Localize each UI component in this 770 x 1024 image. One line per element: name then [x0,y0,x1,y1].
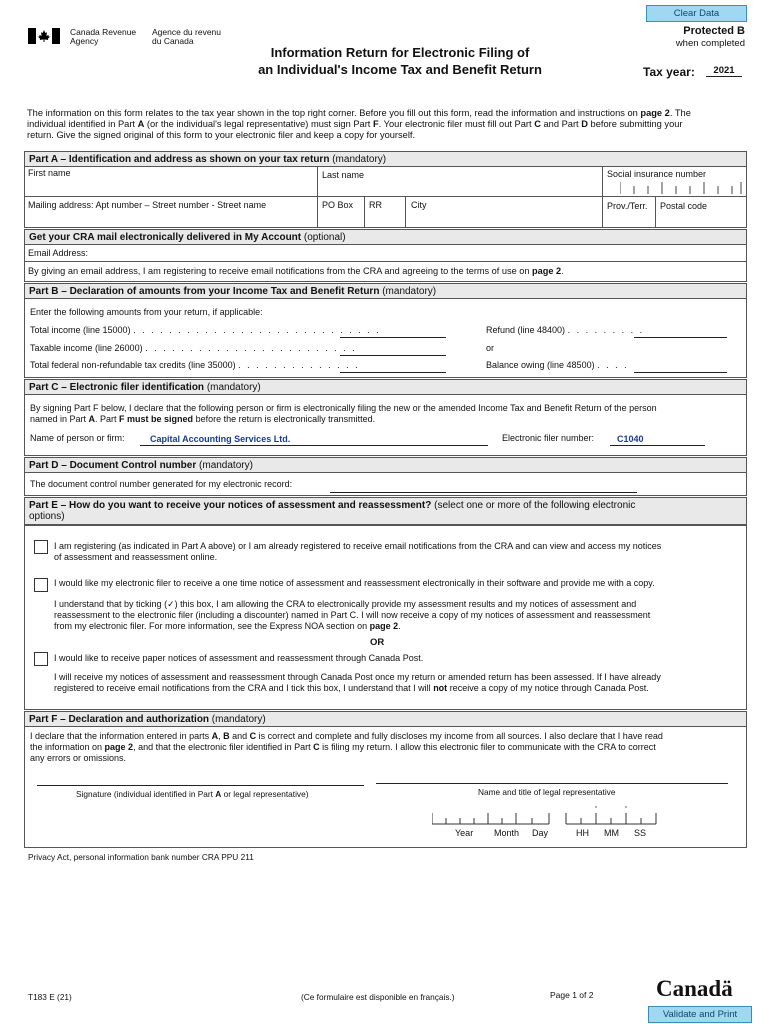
hh-label: HH [576,828,589,838]
or-label: or [486,343,495,353]
form-title-line2: an Individual's Income Tax and Benefit Return [258,62,542,77]
agency-name-en-line2: Agency [70,36,99,46]
control-number-label: The document control number generated for my electronic record: [30,479,293,489]
tax-year-value[interactable]: 2021 [706,65,742,77]
balance-owing-input[interactable] [634,372,727,373]
year-label: Year [455,828,474,838]
day-label: Day [532,828,549,838]
part-a-heading: Part A – Identification and address as shown on your tax return (mandatory) [24,151,747,167]
ss-label: SS [634,828,647,838]
canada-flag-icon [28,28,60,44]
part-c-heading: Part C – Electronic filer identification (mandatory) [24,379,747,395]
refund-label: Refund (line 48400) . . . . . . . . . [486,325,645,335]
cra-mail-heading: Get your CRA mail electronically delivered in My Account (optional) [24,229,747,245]
filer-name-value: Capital Accounting Services Ltd. [150,434,291,444]
filer-number-input[interactable] [610,445,705,446]
privacy-act-note: Privacy Act, personal information bank number CRA PPU 211 [28,852,254,862]
control-number-input[interactable] [330,492,637,493]
legal-rep-input[interactable] [376,783,728,784]
taxable-income-input[interactable] [340,355,446,356]
agency-name-fr-line1: Agence du revenu [152,27,221,37]
efiler-notice-checkbox[interactable] [34,578,48,592]
part-b-instruction: Enter the following amounts from your return, if applicable: [30,307,263,317]
province-field[interactable]: Prov./Terr. [607,201,648,211]
mm-label: MM [604,828,619,838]
agency-name-en-line1: Canada Revenue [70,27,137,37]
part-b-heading: Part B – Declaration of amounts from your Income Tax and Benefit Return (mandatory) [24,283,747,299]
part-d-heading: Part D – Document Control number (mandatory) [24,457,747,473]
email-consent-text: By giving an email address, I am registering to receive email notifications from the CRA and agreeing to the terms of use on page 2. [28,266,564,276]
canada-wordmark: Canadä [656,976,733,1001]
paper-notices-explanation: I will receive my notices of assessment and reassessment through Canada Post once my return or amended return has been assessed. If I have already registered to receive email notifications from the CRA and I tick this box, I understand that I will not receive a copy of my notice through Canada Post. [54,672,661,693]
legal-rep-label: Name and title of legal representative [478,787,616,797]
efiler-notice-explanation: I understand that by ticking (✓) this box, I am allowing the CRA to electronically provide my assessment results and my notices of assessment and reassessment to the electronic filer (including a discounter) named in Part C. I will now receive a copy of my notices of assessment and reassessment from my electronic filer. For more information, see the Express NOA section on page 2. [54,599,651,631]
validate-and-print-button[interactable]: Validate and Print [648,1006,752,1023]
paper-notices-checkbox[interactable] [34,652,48,666]
refund-input[interactable] [634,337,727,338]
sin-field[interactable]: Social insurance number [607,169,707,179]
signature-input[interactable] [37,785,364,786]
part-e-heading: Part E – How do you want to receive your notices of assessment and reassessment? (select one or more of the following electronic options) [24,497,747,525]
form-title-line1: Information Return for Electronic Filing of [270,45,530,60]
filer-name-label: Name of person or firm: [30,433,125,443]
form-id: T183 E (21) [28,992,72,1002]
email-address-field[interactable]: Email Address: [28,248,89,258]
or-separator: OR [370,637,385,648]
total-income-input[interactable] [340,337,446,338]
credits-label: Total federal non-refundable tax credits (line 35000) . . . . . . . . . . . . . . [30,360,360,370]
po-box-field[interactable]: PO Box [322,200,354,210]
rr-field[interactable]: RR [369,200,382,210]
month-label: Month [494,828,520,838]
balance-owing-label: Balance owing (line 48500) . . . . [486,360,629,370]
french-availability-note: (Ce formulaire est disponible en français.) [301,992,455,1002]
email-notices-checkbox[interactable] [34,540,48,554]
taxable-income-label: Taxable income (line 26000) . . . . . . . . . . . . . . . . . . . . . . . . [30,343,357,353]
city-field[interactable]: City [411,200,427,210]
clear-data-button[interactable]: Clear Data [646,5,747,22]
total-income-label: Total income (line 15000) . . . . . . . . . . . . . . . . . . . . . . . . . . . . [30,325,381,335]
email-section [24,244,747,282]
tax-year-label: Tax year: [643,65,695,79]
first-name-field[interactable]: First name [28,168,71,178]
filer-name-input[interactable] [140,445,488,446]
email-notices-text: I am registering (as indicated in Part A above) or I am already registered to receive email notifications from the CRA and can view and access my notices of assessment and reassessment online. [54,541,662,562]
paper-notices-text: I would like to receive paper notices of assessment and reassessment through Canada Post. [54,653,424,663]
signature-label: Signature (individual identified in Part A or legal representative) [76,789,309,799]
postal-code-field[interactable]: Postal code [660,201,708,211]
intro-paragraph: The information on this form relates to the tax year shown in the top right corner. Before you fill out this form, read the information and instructions on page 2. The individual identified in Part A (or the individual's legal representative) must sign Part F. Your electronic filer must fill out Part C and Part D before submitting your return. Give the signed original of this form to your electronic filer and keep a copy for yourself. [27,108,691,140]
part-c-declaration: By signing Part F below, I declare that the following person or firm is electronically filing the new or the amended Income Tax and Benefit Return of the person named in Part A. Part F must be signed before the return is electronically transmitted. [30,403,657,424]
efiler-notice-text: I would like my electronic filer to receive a one time notice of assessment and reassessment electronically in their software and provide me with a copy. [54,578,655,588]
date-time-input[interactable] [432,805,662,825]
filer-number-label: Electronic filer number: [502,433,595,443]
credits-input[interactable] [340,372,446,373]
filer-number-value: C1040 [617,434,644,444]
part-f-heading: Part F – Declaration and authorization (mandatory) [24,711,747,727]
page-number: Page 1 of 2 [550,990,594,1000]
last-name-field[interactable]: Last name [322,170,365,180]
part-f-declaration: I declare that the information entered in parts A, B and C is correct and complete and fully discloses my income from all sources. I also declare that I have read the information on page 2, and that the electronic filer identified in Part C is filing my return. I allow this electronic filer to communicate with the CRA to correct any errors or omissions. [30,731,663,763]
agency-name-fr-line2: du Canada [152,36,194,46]
sin-digit-ticks [620,182,742,194]
mailing-address-field[interactable]: Mailing address: Apt number – Street number - Street name [28,200,267,210]
when-completed-label: when completed [675,38,745,49]
protected-label: Protected B [683,25,745,37]
